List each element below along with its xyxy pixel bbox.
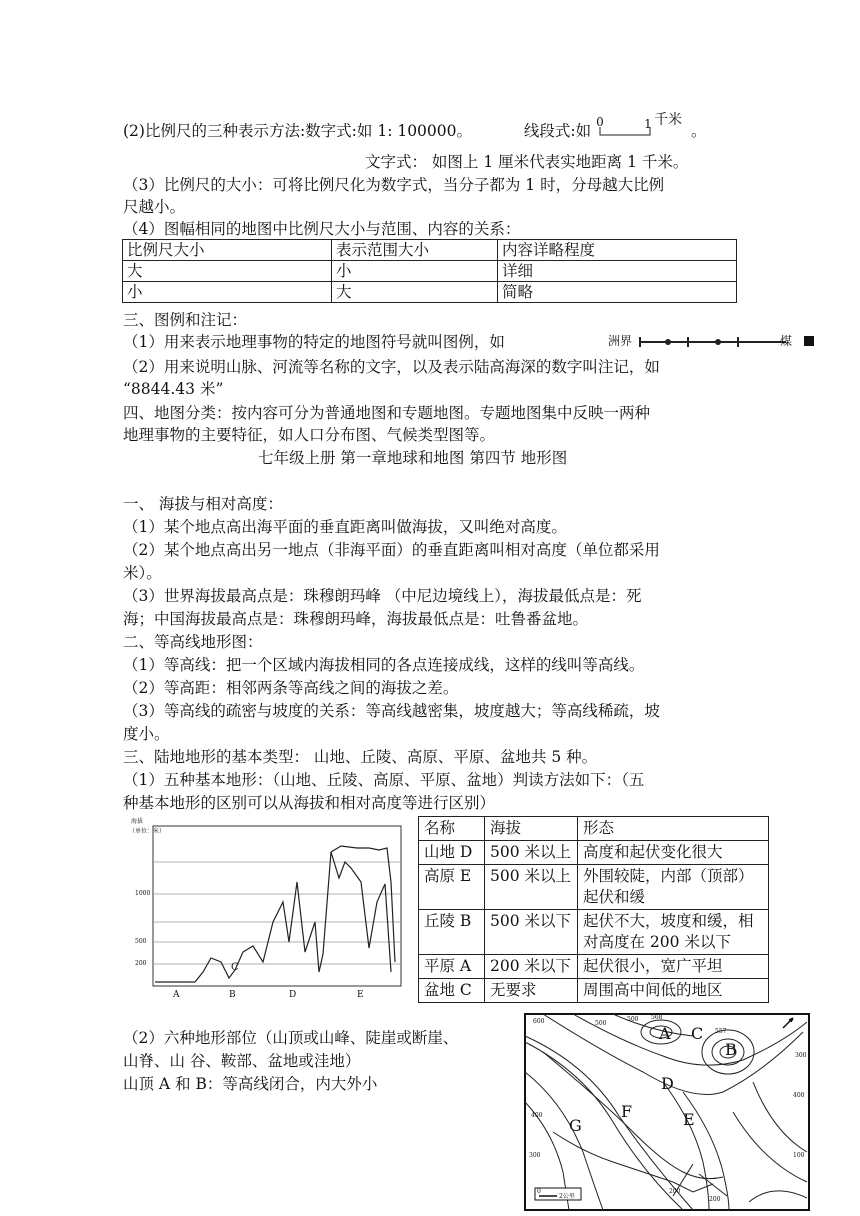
table-cell: 起伏很小，宽广平坦	[578, 955, 769, 979]
scale-size-line-2: 尺越小。	[123, 198, 186, 216]
x-label: E	[357, 990, 364, 1000]
contour-number: 300	[529, 1152, 541, 1159]
table-cell: 无要求	[485, 979, 578, 1003]
contour-number: 600	[533, 1018, 545, 1025]
legend-symbols-figure	[608, 330, 818, 352]
coal-legend-label: 煤	[780, 334, 793, 348]
line-end-mark: 。	[691, 122, 707, 140]
table-cell: 起伏不大，坡度和缓，相对高度在 200 米以下	[578, 910, 769, 955]
table-cell: 500 米以上	[485, 841, 578, 865]
contour-number: 300	[795, 1052, 807, 1059]
basin-label: C	[231, 962, 239, 973]
table-row	[123, 261, 737, 282]
contour-line: （1）等高线：把一个区域内海拔相同的各点连接成线，这样的线叫等高线。	[123, 656, 645, 674]
y-tick-label: 1000	[135, 890, 151, 897]
elevation-line: 海；中国海拔最高点是：珠穆朗玛峰，海拔最低点是：吐鲁番盆地。	[123, 610, 589, 628]
scale-relation-line: （4）图幅相同的地图中比例尺大小与范围、内容的关系：	[123, 220, 521, 238]
table-row	[419, 865, 769, 910]
table-header-row	[123, 240, 737, 261]
y-tick-label: 200	[135, 960, 147, 967]
contour-line: （3）等高线的疏密与坡度的关系：等高线越密集，坡度越大；等高线稀疏，坡	[123, 702, 660, 720]
table-header: 比例尺大小	[123, 240, 332, 261]
table-row	[419, 979, 769, 1003]
map-scale-unit: 2公里	[559, 1193, 575, 1200]
contour-number: 100	[793, 1152, 805, 1159]
table-header: 内容详略程度	[498, 240, 737, 261]
y-axis-unit: （单位：米）	[129, 828, 166, 835]
table-cell: 山地 D	[419, 841, 485, 865]
x-label: B	[229, 990, 236, 1000]
legend-definition: （1）用来表示地理事物的特定的地图符号就叫图例，如	[123, 333, 505, 351]
map-classification-line: 四、地图分类：按内容可分为普通地图和专题地图。专题地图集中反映一两种	[123, 404, 651, 422]
landform-title: 三、陆地地形的基本类型： 山地、丘陵、高原、平原、盆地共 5 种。	[123, 748, 598, 766]
point-d-label: D	[661, 1074, 674, 1093]
table-cell: 盆地 C	[419, 979, 485, 1003]
text-scale-line: 文字式： 如图上 1 厘米代表实地距离 1 千米。	[365, 153, 689, 171]
table-cell: 丘陵 B	[419, 910, 485, 955]
table-cell: 平原 A	[419, 955, 485, 979]
table-cell: 大	[123, 261, 332, 282]
contour-title: 二、等高线地形图：	[123, 633, 263, 651]
landform-table	[418, 816, 769, 1003]
table-cell: 小	[332, 261, 498, 282]
elevation-line: （2）某个地点高出另一地点（非海平面）的垂直距离叫相对高度（单位都采用	[123, 541, 660, 559]
table-header-row	[419, 817, 769, 841]
table-header: 形态	[578, 817, 769, 841]
point-f-label: F	[621, 1102, 633, 1121]
segment-zero-label: 0	[596, 115, 604, 129]
table-cell: 大	[332, 282, 498, 303]
contour-number: 400	[793, 1092, 805, 1099]
landform-line: 种基本地形的区别可以从海拔和相对高度等进行区别）	[123, 794, 496, 812]
table-cell: 简略	[498, 282, 737, 303]
contour-map-figure	[523, 1012, 813, 1212]
terrain-parts-line-2: 山脊、山 谷、鞍部、盆地或洼地）	[123, 1052, 361, 1070]
contour-number: 500	[627, 1016, 639, 1023]
elevation-profile-figure	[125, 812, 407, 1002]
elevation-line: （1）某个地点高出海平面的垂直距离叫做海拔，又叫绝对高度。	[123, 518, 567, 536]
table-cell: 高原 E	[419, 865, 485, 910]
elevation-line: 米）。	[123, 564, 162, 582]
scale-relation-table	[122, 239, 737, 303]
map-classification-line-2: 地理事物的主要特征，如人口分布图、气候类型图等。	[123, 426, 496, 444]
border-line-icon	[638, 332, 788, 352]
map-scale-zero: 0	[537, 1188, 541, 1195]
table-row	[419, 955, 769, 979]
contour-number: 500	[595, 1020, 607, 1027]
elevation-title: 一、 海拔与相对高度：	[123, 495, 283, 513]
x-label: D	[289, 990, 297, 1000]
segment-one-label: 1	[644, 117, 652, 131]
table-header: 表示范围大小	[332, 240, 498, 261]
border-legend-label: 洲界	[608, 334, 633, 348]
elevation-line: （3）世界海拔最高点是：珠穆朗玛峰 （中尼边境线上），海拔最低点是：死	[123, 587, 642, 605]
contour-number: 200	[709, 1196, 721, 1203]
table-row	[123, 282, 737, 303]
y-axis-title: 海拔	[131, 818, 144, 825]
segment-unit-label: 千米	[654, 112, 683, 128]
summit-description: 山顶 A 和 B：等高线闭合，内大外小	[123, 1075, 378, 1093]
table-cell: 周围高中间低的地区	[578, 979, 769, 1003]
contour-number: 568	[651, 1014, 663, 1021]
contour-number: 200	[669, 1188, 681, 1195]
scale-methods-line	[123, 112, 707, 143]
table-cell: 小	[123, 282, 332, 303]
coal-square-icon	[804, 336, 814, 346]
table-header: 名称	[419, 817, 485, 841]
contour-number: 557	[715, 1028, 727, 1035]
point-c-label: C	[691, 1024, 704, 1043]
table-cell: 详细	[498, 261, 737, 282]
segment-scale-figure	[596, 112, 686, 143]
point-g-label: G	[569, 1116, 582, 1135]
point-e-label: E	[683, 1110, 695, 1129]
summit-a-label: A	[659, 1024, 671, 1043]
table-row	[419, 841, 769, 865]
table-row	[419, 910, 769, 955]
table-cell: 高度和起伏变化很大	[578, 841, 769, 865]
contour-line: （2）等高距：相邻两条等高线之间的海拔之差。	[123, 679, 459, 697]
segment-scale-text: 线段式:如	[523, 122, 592, 140]
chapter-title: 七年级上册 第一章地球和地图 第四节 地形图	[258, 449, 568, 467]
table-cell: 外围较陡，内部（顶部）起伏和缓	[578, 865, 769, 910]
legend-title: 三、图例和注记：	[123, 311, 248, 329]
table-cell: 200 米以下	[485, 955, 578, 979]
contour-number: 400	[531, 1112, 543, 1119]
terrain-parts-line: （2）六种地形部位（山顶或山峰、陡崖或断崖、	[123, 1029, 459, 1047]
annotation-example: “8844.43 米”	[123, 380, 224, 398]
annotation-definition: （2）用来说明山脉、河流等名称的文字，以及表示陆高海深的数字叫注记，如	[123, 358, 660, 376]
x-label: A	[173, 990, 180, 1000]
table-header: 海拔	[485, 817, 578, 841]
table-cell: 500 米以上	[485, 865, 578, 910]
numeric-scale-text: (2)比例尺的三种表示方法:数字式:如 1: 100000。	[123, 122, 473, 140]
scale-size-line: （3）比例尺的大小：可将比例尺化为数字式，当分子都为 1 时，分母越大比例	[123, 176, 665, 194]
table-cell: 500 米以下	[485, 910, 578, 955]
y-tick-label: 500	[135, 938, 147, 945]
summit-b-label: B	[725, 1040, 737, 1059]
landform-line: （1）五种基本地形：（山地、丘陵、高原、平原、盆地）判读方法如下：（五	[123, 771, 645, 789]
contour-line: 度小。	[123, 725, 170, 743]
